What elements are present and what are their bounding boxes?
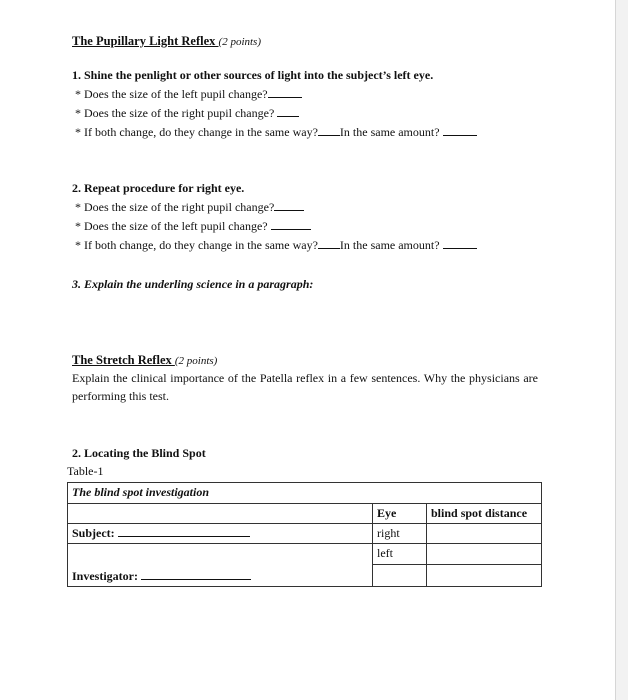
question-text: * If both change, do they change in the same way?: [75, 238, 318, 252]
blind-spot-heading: 2. Locating the Blind Spot: [72, 446, 206, 460]
col-eye-header: Eye: [373, 504, 427, 524]
points-label: (2 points): [174, 355, 218, 367]
question-2-item: [75, 200, 304, 215]
col-distance-header: blind spot distance: [427, 504, 542, 524]
question-3-prompt: 3. Explain the underling science in a paragraph:: [72, 277, 314, 291]
pupillary-reflex-heading: [72, 32, 261, 50]
answer-blank[interactable]: [318, 126, 340, 136]
table-caption: The blind spot investigation: [68, 483, 542, 504]
table-row: [68, 544, 542, 565]
empty-cell: [427, 565, 542, 587]
answer-blank[interactable]: [443, 126, 477, 136]
answer-blank[interactable]: [318, 239, 340, 249]
answer-blank[interactable]: [271, 220, 311, 230]
investigator-label: Investigator:: [72, 568, 138, 583]
stretch-reflex-question: Explain the clinical importance of the Patella reflex in a few sentences. Why the physicians are performing this test.: [72, 371, 538, 403]
stretch-reflex-heading: [72, 351, 217, 369]
empty-cell: [68, 544, 373, 565]
question-2-item: [75, 238, 477, 253]
same-amount-text: In the same amount?: [339, 238, 440, 252]
blind-spot-table: [67, 482, 542, 587]
subject-cell[interactable]: [68, 524, 373, 544]
section-title: The Stretch Reflex: [72, 353, 175, 367]
question-1-item: [75, 87, 302, 102]
table-caption-row: [68, 483, 542, 504]
investigator-cell[interactable]: [68, 565, 373, 587]
table-row: [68, 565, 542, 587]
points-label: (2 points): [218, 36, 262, 48]
answer-blank[interactable]: [268, 88, 302, 98]
eye-value: right: [373, 524, 427, 544]
question-text: * Does the size of the left pupil change?: [75, 219, 268, 233]
subject-blank[interactable]: [118, 527, 250, 537]
table-row: [68, 524, 542, 544]
distance-cell[interactable]: [427, 524, 542, 544]
question-1-item: [75, 106, 299, 121]
investigator-blank[interactable]: [141, 570, 251, 580]
eye-value: left: [373, 544, 427, 565]
question-2-heading: 2. Repeat procedure for right eye.: [72, 181, 245, 195]
table-header-row: [68, 504, 542, 524]
answer-blank[interactable]: [274, 201, 304, 211]
answer-blank[interactable]: [443, 239, 477, 249]
distance-cell[interactable]: [427, 544, 542, 565]
subject-label: Subject:: [72, 526, 115, 540]
answer-blank[interactable]: [277, 107, 299, 117]
question-2-item: [75, 219, 311, 234]
question-1-heading: 1. Shine the penlight or other sources of light into the subject’s left eye.: [72, 68, 434, 82]
question-text: * If both change, do they change in the same way?: [75, 125, 318, 139]
question-text: * Does the size of the right pupil change?: [75, 200, 275, 214]
section-title: The Pupillary Light Reflex: [72, 34, 219, 48]
question-text: * Does the size of the right pupil change?: [75, 106, 275, 120]
same-amount-text: In the same amount?: [339, 125, 440, 139]
question-text: * Does the size of the left pupil change?: [75, 87, 268, 101]
question-1-item: [75, 125, 477, 140]
table-label: Table-1: [67, 464, 104, 478]
empty-cell: [68, 504, 373, 524]
empty-cell: [373, 565, 427, 587]
